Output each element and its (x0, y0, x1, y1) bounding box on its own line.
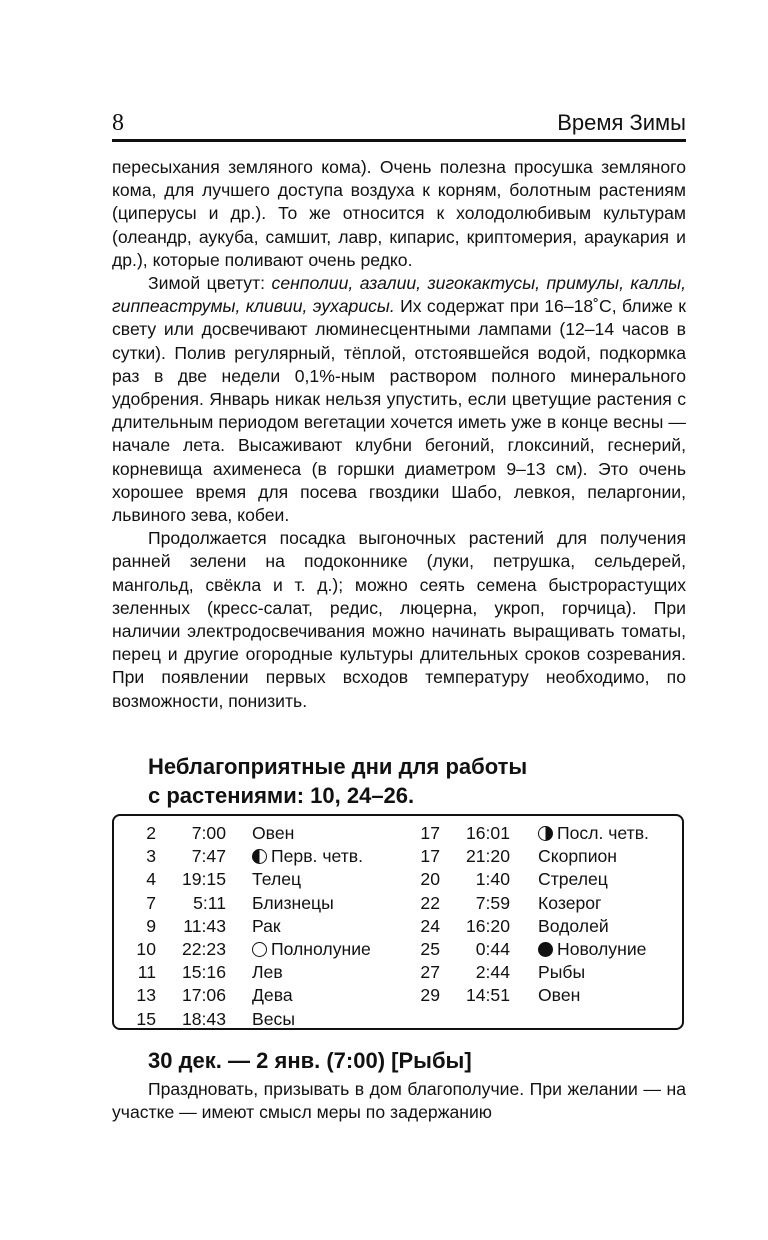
calendar-sign (538, 822, 649, 845)
calendar-sign-label: Рак (252, 915, 281, 936)
calendar-row (404, 892, 684, 915)
calendar-time: 7:59 (475, 892, 510, 913)
calendar-sign-label: Стрелец (538, 869, 608, 890)
calendar-sign (252, 1008, 295, 1031)
moon-phase-last-icon (538, 826, 553, 841)
moon-calendar-table (112, 814, 684, 1030)
calendar-row (404, 984, 684, 1007)
calendar-row (114, 938, 404, 961)
moon-phase-full-icon (252, 942, 267, 957)
calendar-time: 5:11 (193, 892, 226, 913)
calendar-time: 17:06 (181, 985, 226, 1006)
calendar-day: 15 (136, 1008, 156, 1029)
moon-phase-first-icon (252, 849, 267, 864)
calendar-time: 15:16 (181, 962, 226, 983)
calendar-time: 7:00 (191, 823, 226, 843)
calendar-sign (252, 915, 281, 938)
calendar-row (114, 892, 404, 915)
calendar-day: 24 (420, 915, 440, 936)
paragraph-2 (112, 272, 686, 527)
calendar-row (114, 1008, 404, 1031)
calendar-day: 25 (420, 938, 440, 959)
calendar-sign (538, 845, 617, 868)
calendar-sign-label: Дева (252, 985, 293, 1006)
calendar-sign (538, 938, 646, 961)
calendar-day: 17 (420, 846, 440, 867)
paragraph-2-lead: Зимой цветут: (148, 273, 272, 294)
calendar-left-column (114, 822, 404, 1031)
calendar-sign-label: Телец (252, 869, 302, 890)
calendar-row (114, 845, 404, 868)
calendar-sign-label: Полнолуние (271, 938, 371, 959)
calendar-time: 16:01 (465, 823, 510, 843)
calendar-day: 7 (146, 892, 156, 913)
calendar-time: 2:44 (475, 962, 510, 983)
paragraph-2-rest: Их содержат при 16–18˚С, ближе к свету или досвечивают люминесцентными лампами (12–14 часов в сутки). Полив регулярный, тёплой, отстоявшейся водой, подкормка раз в две недели 0,1%-ным раствором полного минерального удобрения. Январь никак нельзя упустить, если цветущие растения с длительным периодом вегетации хочется иметь уже в конце весны — начале лета. Высаживают клубни бегоний, глоксиний, геснерий, корневища ахименеса (в горшки диаметром 9–13 см). Это очень хорошее время для посева гвоздики Шабо, левкоя, пеларгонии, львиного зева, кобеи. (112, 296, 686, 526)
calendar-time: 0:44 (475, 938, 510, 959)
calendar-sign-label: Посл. четв. (557, 823, 649, 843)
running-title: Время Зимы (557, 110, 686, 135)
calendar-row (114, 984, 404, 1007)
calendar-time: 22:23 (181, 938, 226, 959)
calendar-sign (538, 915, 609, 938)
calendar-sign (252, 892, 334, 915)
calendar-sign (252, 868, 301, 891)
calendar-row (404, 961, 684, 984)
calendar-right-column (404, 822, 684, 1008)
calendar-time: 19:15 (181, 869, 226, 890)
calendar-row (404, 915, 684, 938)
calendar-sign (252, 822, 294, 845)
unfavorable-line-1: Неблагоприятные дни для работы (148, 754, 528, 779)
calendar-sign (252, 961, 283, 984)
calendar-row (404, 822, 684, 845)
calendar-sign (538, 868, 608, 891)
calendar-row (114, 822, 404, 845)
paragraph-3: Продолжается посадка выгоночных растений для получения ранней зелени на подоконнике (луки, петрушка, сельдерей, мангольд, свёкла и т. д.); можно сеять семена быстрорастущих зеленных (кресс-салат, редис, люцерна, укроп, горчица). При наличии электродосвечивания можно начинать выращивать томаты, перец и другие огородные культуры длительных сроков созревания. При появлении первых всходов температуру необходимо, по возможности, понизить. (112, 528, 686, 711)
calendar-day: 22 (420, 892, 440, 913)
intro-text (112, 156, 686, 713)
unfavorable-line-2: с растениями: 10, 24–26. (148, 783, 415, 808)
calendar-day: 3 (146, 846, 156, 867)
period-text (112, 1078, 686, 1124)
calendar-row (404, 845, 684, 868)
calendar-time: 1:40 (475, 869, 510, 890)
calendar-row (114, 961, 404, 984)
calendar-sign-label: Рыбы (538, 962, 586, 983)
calendar-day: 4 (146, 869, 156, 890)
calendar-day: 10 (136, 938, 156, 959)
calendar-day: 2 (146, 823, 156, 843)
calendar-time: 14:51 (465, 985, 510, 1006)
paragraph-1: пересыхания земляного кома). Очень полезна просушка земляного кома, для лучшего доступа воздуха к корням, болотным растениям (циперусы и др.). То же относится к холодолюбивым культурам (олеандр, аукуба, самшит, лавр, кипарис, криптомерия, араукария и др.), которые поливают очень редко. (112, 157, 686, 270)
calendar-day: 17 (420, 823, 440, 843)
calendar-row (114, 915, 404, 938)
calendar-time: 11:43 (183, 915, 226, 936)
calendar-sign-label: Весы (252, 1008, 295, 1029)
calendar-day: 29 (420, 985, 440, 1006)
calendar-time: 7:47 (191, 846, 226, 867)
unfavorable-days-heading (148, 752, 686, 810)
calendar-sign-label: Козерог (538, 892, 602, 913)
page-number: 8 (112, 110, 124, 136)
calendar-sign (538, 961, 585, 984)
calendar-sign-label: Близнецы (252, 892, 334, 913)
calendar-time: 18:43 (181, 1008, 226, 1029)
calendar-day: 11 (137, 962, 156, 983)
calendar-sign-label: Водолей (538, 915, 609, 936)
paragraph-2-plants: сенполии, азалии, зигокактусы, примулы, каллы, гиппеаструмы, кливии, эухарисы. (112, 273, 686, 317)
calendar-sign-label: Перв. четв. (271, 846, 363, 867)
header-rule (112, 139, 686, 142)
calendar-sign-label: Овен (252, 823, 295, 843)
calendar-row (404, 868, 684, 891)
calendar-sign-label: Новолуние (557, 938, 647, 959)
period-paragraph: Праздновать, призывать в дом благополучие. При желании — на участке — имеют смысл меры по задержанию (112, 1079, 686, 1123)
calendar-day: 13 (136, 985, 156, 1006)
moon-phase-new-icon (538, 942, 553, 957)
page-header (112, 110, 686, 138)
calendar-sign-label: Овен (538, 985, 581, 1006)
calendar-sign (252, 938, 371, 961)
period-heading: 30 дек. — 2 янв. (7:00) [Рыбы] (148, 1048, 472, 1073)
calendar-day: 27 (420, 962, 440, 983)
calendar-row (404, 938, 684, 961)
calendar-row (114, 868, 404, 891)
calendar-day: 20 (420, 869, 440, 890)
calendar-sign (252, 845, 363, 868)
calendar-time: 21:20 (465, 846, 510, 867)
calendar-sign (538, 892, 601, 915)
calendar-sign-label: Лев (252, 962, 283, 983)
calendar-time: 16:20 (465, 915, 510, 936)
calendar-day: 9 (146, 915, 156, 936)
calendar-sign-label: Скорпион (538, 846, 618, 867)
calendar-sign (538, 984, 580, 1007)
calendar-sign (252, 984, 293, 1007)
